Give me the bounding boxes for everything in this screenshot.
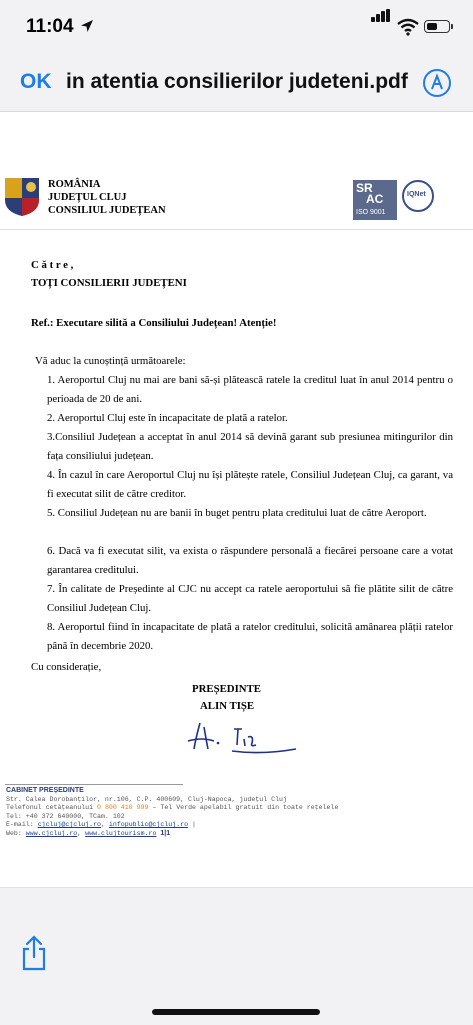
- list-item-7: 7. În calitate de Președinte al CJC nu accept ca ratele aeroportului să fie plătite silit de către Consiliul Județean Cluj.: [47, 583, 453, 614]
- document-footer: [6, 787, 338, 839]
- document-title: in atentia consilierilor judeteni.pdf: [66, 70, 408, 93]
- ok-button[interactable]: OK: [20, 70, 52, 93]
- battery-icon: [424, 20, 450, 33]
- pdf-page: [0, 112, 473, 887]
- list-item-6: 6. Dacă va fi executat silit, va exista o răspundere personală a fiecărei persoane care a votat garantarea creditului.: [47, 545, 453, 576]
- srac-certification-logo: [353, 180, 397, 220]
- status-bar: [0, 0, 473, 56]
- footer-phone-line: [6, 804, 338, 813]
- letterhead-line-2: JUDEȚUL CLUJ: [48, 192, 127, 203]
- footer-web-link-2[interactable]: www.clujtourism.ro: [85, 829, 157, 837]
- footer-email-link-1[interactable]: cjcluj@cjcluj.ro: [37, 821, 101, 829]
- status-time: 11:04: [26, 16, 74, 37]
- intro-line: Vă aduc la cunoștință următoarele:: [35, 355, 186, 367]
- signatory-title: PREȘEDINTE: [192, 683, 261, 695]
- handwritten-signature: [182, 715, 302, 757]
- list-item-1: 1. Aeroportul Cluj nu mai are bani să-și plătească ratele la creditul luat în anul 2014 pentru o perioada de 20 de ani.: [47, 374, 453, 405]
- recipient-line-1: C ă t r e ,: [31, 259, 74, 271]
- header-divider: [0, 229, 473, 230]
- footer-phone-number: 0 800 410 999: [97, 804, 149, 812]
- footer-web-link-1[interactable]: www.cjcluj.ro: [25, 829, 78, 837]
- markup-button[interactable]: [423, 69, 451, 97]
- footer-divider: [5, 784, 183, 785]
- footer-phone-label: Telefonul cetățeanului: [6, 804, 94, 812]
- footer-address: Str. Calea Dorobanților, nr.106, C.P. 400609, Cluj-Napoca, județul Cluj: [6, 795, 287, 803]
- footer-phone-note: – Tel Verde apelabil gratuit din toate rețelele: [152, 804, 339, 812]
- footer-web-line: Web: www.cjcluj.ro, www.clujtourism.ro 1|1: [6, 829, 171, 837]
- nav-bar: [0, 56, 473, 112]
- footer-web-label: Web:: [6, 829, 22, 837]
- county-crest-icon: [3, 174, 41, 218]
- recipient-line-2: TOȚI CONSILIERII JUDEȚENI: [31, 277, 187, 289]
- footer-page-number: 1|1: [160, 829, 171, 837]
- srac-top: SR: [356, 181, 373, 195]
- iqnet-label: IQNet: [407, 191, 426, 198]
- footer-email-link-2[interactable]: infopublic@cjcluj.ro: [108, 821, 189, 829]
- reference-line: Ref.: Executare silită a Consiliului Județean! Atenție!: [31, 317, 277, 329]
- bottom-toolbar: [0, 887, 473, 1025]
- share-icon[interactable]: [20, 935, 48, 971]
- list-item-5: 5. Consiliul Județean nu are banii în buget pentru plata creditului luat de către Aeroport.: [47, 507, 427, 519]
- location-arrow-icon: [80, 19, 94, 33]
- srac-mid: AC: [366, 192, 384, 206]
- signatory-name: ALIN TIȘE: [200, 700, 255, 712]
- wifi-icon: [397, 18, 419, 36]
- home-indicator[interactable]: [152, 1009, 320, 1015]
- closing-line: Cu considerație,: [31, 661, 102, 673]
- footer-tel: Tel: +40 372 640000, TCam. 102: [6, 812, 125, 820]
- letterhead-line-1: ROMÂNIA: [48, 179, 101, 190]
- list-item-8: 8. Aeroportul fiind în incapacitate de plată a ratelor creditului, solicită amânarea plății ratelor până în decembrie 2020.: [47, 621, 453, 652]
- letterhead-text: [48, 178, 166, 217]
- srac-iso: ISO 9001: [356, 209, 386, 216]
- footer-heading: CABINET PREȘEDINTE: [6, 787, 84, 794]
- markup-pen-icon: [425, 71, 449, 95]
- footer-email-label: E-mail:: [6, 821, 34, 829]
- letterhead-line-3: CONSILIUL JUDEȚEAN: [48, 205, 166, 216]
- list-item-3: 3.Consiliul Județean a acceptat în anul 2014 să devină garant sub presiunea mitingurilor din fața consiliului județean.: [47, 431, 453, 462]
- list-item-2: 2. Aeroportul Cluj este în incapacitate de plată a ratelor.: [47, 412, 288, 424]
- iqnet-certification-logo: [402, 180, 434, 212]
- list-item-4: 4. În cazul în care Aeroportul Cluj nu își plătește ratele, Consiliul Județean Cluj, ca garant, va fi executat silit de către creditor.: [47, 469, 453, 500]
- footer-email-line: E-mail: cjcluj@cjcluj.ro, infopublic@cjcluj.ro |: [6, 821, 196, 829]
